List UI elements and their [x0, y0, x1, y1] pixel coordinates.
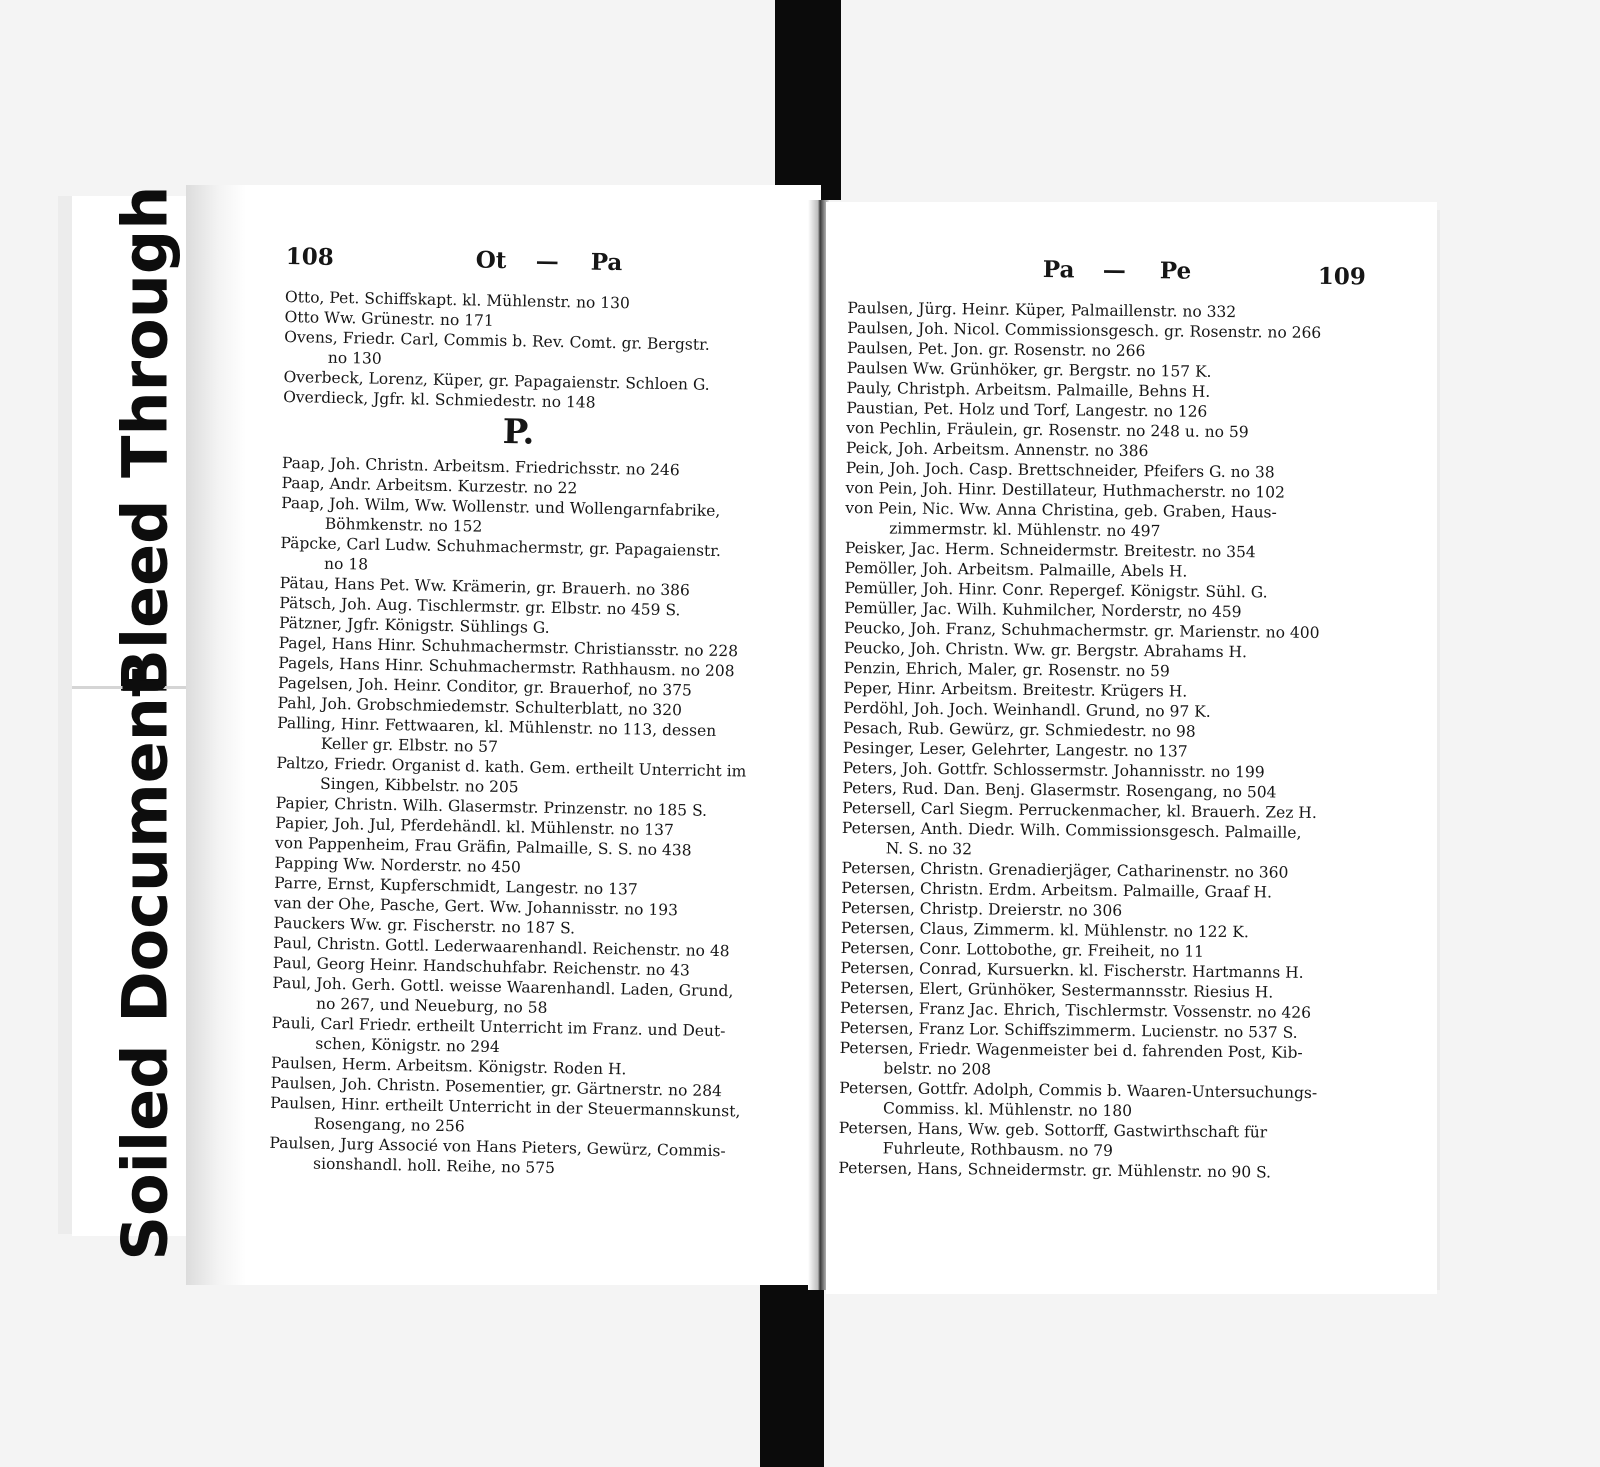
- running-head-start: Pa: [1042, 256, 1075, 284]
- directory-entry: Paulsen, Jurg Associé von Hans Pieters, Gewürz, Commis-: [269, 1133, 726, 1161]
- directory-entry: Pesinger, Leser, Gelehrter, Langestr. no 137: [842, 738, 1188, 761]
- directory-entry: Petersen, Conr. Lottobothe, gr. Freiheit, no 11: [840, 938, 1205, 961]
- directory-entry: Päpcke, Carl Ludw. Schuhmachermstr, gr. Papagaienstr.: [280, 533, 722, 561]
- directory-entry: Paul, Georg Heinr. Handschuhfabr. Reichenstr. no 43: [272, 953, 691, 980]
- directory-entry: Paulsen, Herm. Arbeitsm. Königstr. Roden H.: [270, 1053, 627, 1079]
- directory-entry-continuation: no 18: [323, 554, 369, 574]
- running-head-separator: —: [1102, 256, 1126, 284]
- running-head-end: Pe: [1159, 257, 1192, 285]
- directory-entry: Pemüller, Jac. Wilh. Kuhmilcher, Norderstr, no 459: [844, 598, 1242, 622]
- directory-entry-continuation: schen, Königstr. no 294: [315, 1034, 501, 1057]
- directory-entry: Petersen, Conrad, Kursuerkn. kl. Fischerstr. Hartmanns H.: [840, 958, 1304, 982]
- directory-entry: Paap, Joh. Christn. Arbeitsm. Friedrichsstr. no 246: [281, 453, 680, 480]
- page-number: 109: [1317, 262, 1366, 291]
- directory-entries: [838, 298, 1367, 1183]
- directory-entry: Peucko, Joh. Christn. Ww. gr. Bergstr. Abrahams H.: [843, 638, 1248, 662]
- directory-entry: Petersen, Christp. Dreierstr. no 306: [841, 898, 1123, 920]
- directory-entry: Petersen, Hans, Ww. geb. Sottorff, Gastwirthschaft für: [838, 1118, 1268, 1142]
- directory-entry: Peters, Rud. Dan. Benj. Glasermstr. Rosengang, no 504: [842, 778, 1277, 802]
- left-page: [186, 185, 821, 1285]
- directory-entry: Penzin, Ehrich, Maler, gr. Rosenstr. no 59: [843, 658, 1170, 681]
- directory-entry: Parre, Ernst, Kupferschmidt, Langestr. no 137: [274, 873, 638, 899]
- left-page-header: [285, 243, 786, 296]
- directory-entry: Ovens, Friedr. Carl, Commis b. Rev. Comt. gr. Bergstr.: [284, 327, 710, 354]
- directory-entry-continuation: zimmermstr. kl. Mühlenstr. no 497: [889, 519, 1161, 541]
- directory-entry: Peick, Joh. Arbeitsm. Annenstr. no 386: [845, 438, 1149, 461]
- directory-entry: Paulsen, Joh. Nicol. Commissionsgesch. gr. Rosenstr. no 266: [847, 318, 1322, 342]
- entries-after-letter: [269, 453, 782, 1182]
- directory-entry: von Pappenheim, Frau Gräfin, Palmaille, S. S. no 438: [274, 833, 692, 860]
- directory-entry: Paulsen, Joh. Christn. Posementier, gr. Gärtnerstr. no 284: [270, 1073, 723, 1101]
- directory-entry: Pagelsen, Joh. Heinr. Conditor, gr. Brauerhof, no 375: [277, 673, 693, 700]
- directory-entry: Petersen, Hans, Schneidermstr. gr. Mühlenstr. no 90 S.: [838, 1158, 1272, 1182]
- directory-entry: Peucko, Joh. Franz, Schuhmachermstr. gr. Marienstr. no 400: [843, 618, 1320, 642]
- directory-entry: Papping Ww. Norderstr. no 450: [274, 853, 521, 877]
- directory-entry: Otto Ww. Grünestr. no 171: [284, 307, 494, 330]
- directory-entry: Overdieck, Jgfr. kl. Schmiedestr. no 148: [283, 387, 596, 412]
- directory-entry: Peper, Hinr. Arbeitsm. Breitestr. Krügers H.: [843, 678, 1188, 701]
- directory-entry: Pätsch, Joh. Aug. Tischlermstr. gr. Elbstr. no 459 S.: [279, 593, 681, 620]
- directory-entry-continuation: Rosengang, no 256: [313, 1114, 465, 1136]
- directory-entry: Paltzo, Friedr. Organist d. kath. Gem. ertheilt Unterricht im: [276, 753, 747, 781]
- directory-entry-continuation: sionshandl. holl. Reihe, no 575: [312, 1154, 556, 1178]
- directory-entry-continuation: Fuhrleute, Rothbausm. no 79: [882, 1139, 1114, 1160]
- directory-entry: Pauckers Ww. gr. Fischerstr. no 187 S.: [273, 913, 576, 938]
- directory-entry-continuation: no 267, und Neueburg, no 58: [315, 994, 548, 1017]
- directory-entry: Pagels, Hans Hinr. Schuhmachermstr. Rathhausm. no 208: [278, 653, 735, 681]
- directory-entry: Pemöller, Joh. Arbeitsm. Palmaille, Abels H.: [844, 558, 1188, 581]
- directory-entry: von Pechlin, Fräulein, gr. Rosenstr. no 248 u. no 59: [846, 418, 1249, 442]
- directory-entry: Paulsen, Pet. Jon. gr. Rosenstr. no 266: [846, 338, 1146, 361]
- binding-strip-top: [775, 0, 841, 200]
- left-page-content: [269, 243, 786, 1182]
- directory-entry: Pahl, Joh. Grobschmiedemstr. Schulterblatt, no 320: [277, 693, 683, 720]
- directory-entry: Petersen, Anth. Diedr. Wilh. Commissionsgesch. Palmaille,: [841, 818, 1302, 842]
- directory-entry: von Pein, Nic. Ww. Anna Christina, geb. Graben, Haus-: [845, 498, 1277, 522]
- page-number: 108: [285, 243, 335, 271]
- directory-entry: Paul, Christn. Gottl. Lederwaarenhandl. Reichenstr. no 48: [273, 933, 730, 961]
- directory-entry: Petersen, Elert, Grünhöker, Sestermannsstr. Riesius H.: [840, 978, 1274, 1002]
- directory-entry: Paul, Joh. Gerh. Gottl. weisse Waarenhandl. Laden, Grund,: [272, 973, 734, 1001]
- directory-entry: Petersen, Gottfr. Adolph, Commis b. Waaren-Untersuchungs-: [839, 1078, 1318, 1102]
- directory-entry-continuation: no 130: [327, 348, 382, 368]
- directory-entry-continuation: Commiss. kl. Mühlenstr. no 180: [882, 1099, 1133, 1121]
- directory-entry: Papier, Joh. Jul, Pferdehändl. kl. Mühlenstr. no 137: [275, 813, 674, 840]
- directory-entry: Paulsen, Hinr. ertheilt Unterricht in der Steuermannskunst,: [270, 1093, 741, 1121]
- directory-entry: Peisker, Jac. Herm. Schneidermstr. Breitestr. no 354: [844, 538, 1256, 562]
- directory-entry: Overbeck, Lorenz, Küper, gr. Papagaienstr. Schloen G.: [283, 367, 710, 394]
- entries-before-letter: [283, 287, 785, 416]
- directory-entry: Pauli, Carl Friedr. ertheilt Unterricht im Franz. und Deut-: [271, 1013, 726, 1041]
- running-head-start: Ot: [475, 246, 507, 275]
- binding-strip-bottom: [760, 1282, 824, 1467]
- running-head-end: Pa: [590, 248, 623, 277]
- directory-entry: Petersen, Claus, Zimmerm. kl. Mühlenstr. no 122 K.: [840, 918, 1249, 942]
- directory-entry: Paap, Andr. Arbeitsm. Kurzestr. no 22: [281, 473, 578, 498]
- directory-entry-continuation: Singen, Kibbelstr. no 205: [319, 774, 519, 797]
- directory-entry: Pein, Joh. Joch. Casp. Brettschneider, Pfeifers G. no 38: [845, 458, 1275, 482]
- directory-entry: Petersen, Franz Lor. Schiffszimmerm. Lucienstr. no 537 S.: [839, 1018, 1298, 1042]
- directory-entry-continuation: belstr. no 208: [883, 1059, 992, 1079]
- directory-entry: Paulsen Ww. Grünhöker, gr. Bergstr. no 157 K.: [846, 358, 1212, 381]
- directory-entry: Peters, Joh. Gottfr. Schlossermstr. Johannisstr. no 199: [842, 758, 1265, 782]
- right-page-header: [848, 254, 1368, 303]
- directory-entry: Pesach, Rub. Gewürz, gr. Schmiedestr. no 98: [842, 718, 1196, 741]
- directory-entry-continuation: Keller gr. Elbstr. no 57: [320, 734, 499, 756]
- directory-entry: Perdöhl, Joh. Joch. Weinhandl. Grund, no 97 K.: [843, 698, 1211, 721]
- directory-entry-continuation: Böhmkenstr. no 152: [324, 514, 483, 536]
- bleed-through-label: Bleed Through: [108, 185, 182, 697]
- directory-entry: Petersell, Carl Siegm. Perruckenmacher, kl. Brauerh. Zez H.: [842, 798, 1317, 822]
- directory-entry: Otto, Pet. Schiffskapt. kl. Mühlenstr. no 130: [284, 287, 631, 313]
- directory-entry: Paulsen, Jürg. Heinr. Küper, Palmaillenstr. no 332: [847, 298, 1237, 322]
- directory-entry: Paap, Joh. Wilm, Ww. Wollenstr. und Wollengarnfabrike,: [281, 493, 721, 521]
- running-head-separator: —: [535, 247, 559, 275]
- directory-entry: Petersen, Friedr. Wagenmeister bei d. fahrenden Post, Kib-: [839, 1038, 1303, 1062]
- directory-entry: van der Ohe, Pasche, Gert. Ww. Johannisstr. no 193: [273, 893, 679, 920]
- right-page-content: [838, 254, 1368, 1183]
- directory-entry: Petersen, Christn. Grenadierjäger, Catharinenstr. no 360: [841, 858, 1289, 882]
- directory-entry: Pätzner, Jgfr. Königstr. Sühlings G.: [278, 613, 550, 637]
- soiled-document-label: Soiled Document: [108, 667, 182, 1261]
- directory-entry: Papier, Christn. Wilh. Glasermstr. Prinzenstr. no 185 S.: [275, 793, 708, 820]
- directory-entry: Pemüller, Joh. Hinr. Conr. Repergef. Königstr. Sühl. G.: [844, 578, 1268, 602]
- directory-entry: Pauly, Christph. Arbeitsm. Palmaille, Behns H.: [846, 378, 1211, 401]
- right-page: [826, 202, 1437, 1294]
- directory-entry: Pagel, Hans Hinr. Schuhmachermstr. Christiansstr. no 228: [278, 633, 739, 661]
- directory-entry: Pätau, Hans Pet. Ww. Krämerin, gr. Brauerh. no 386: [279, 573, 691, 600]
- section-letter: P.: [502, 412, 535, 453]
- directory-entry: von Pein, Joh. Hinr. Destillateur, Huthmacherstr. no 102: [845, 478, 1286, 502]
- directory-entry: Paustian, Pet. Holz und Torf, Langestr. no 126: [846, 398, 1208, 421]
- directory-entry: Palling, Hinr. Fettwaaren, kl. Mühlenstr. no 113, dessen: [277, 713, 717, 740]
- directory-entry-continuation: N. S. no 32: [885, 839, 973, 859]
- directory-entry: Petersen, Franz Jac. Ehrich, Tischlermstr. Vossenstr. no 426: [840, 998, 1312, 1022]
- directory-entry: Petersen, Christn. Erdm. Arbeitsm. Palmaille, Graaf H.: [841, 878, 1273, 902]
